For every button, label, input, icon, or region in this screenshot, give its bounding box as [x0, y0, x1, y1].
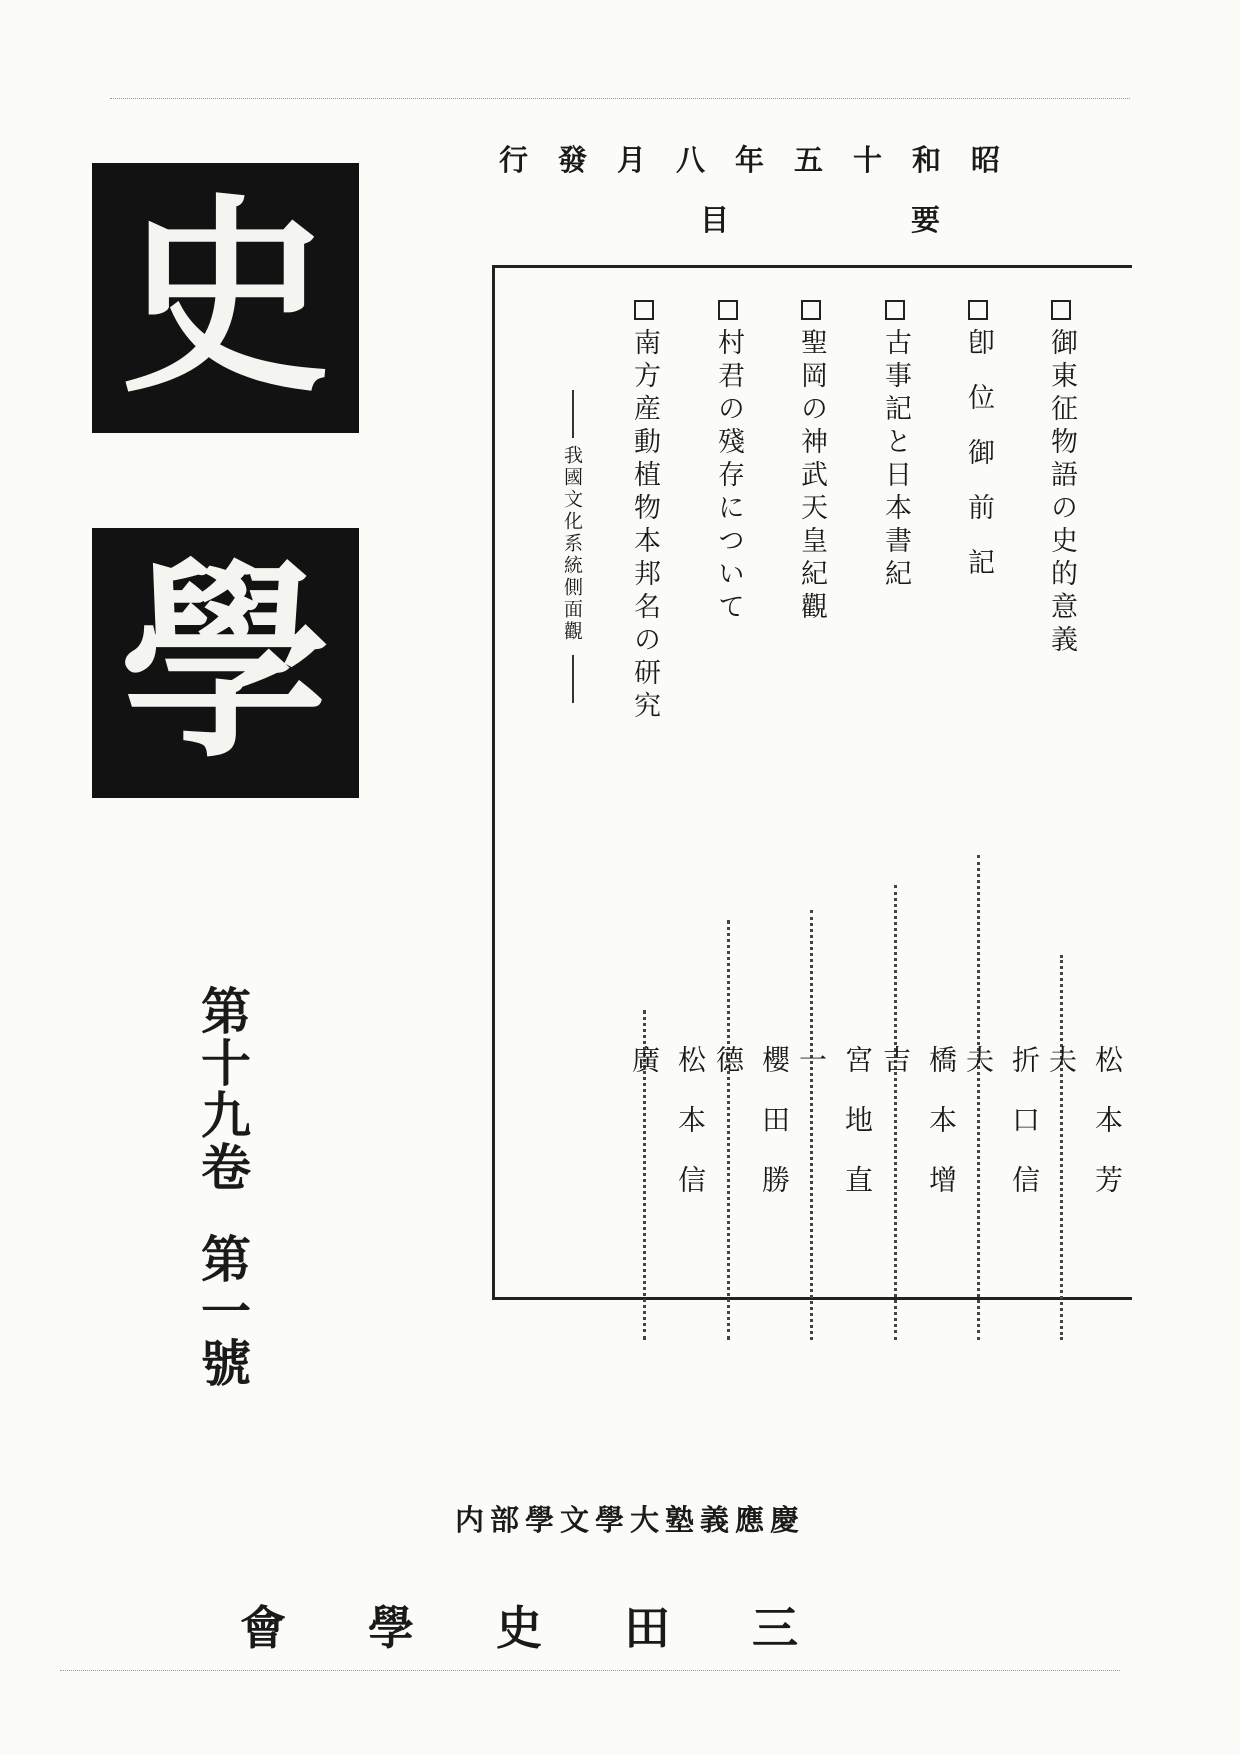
journal-title-char-2: 學: [92, 528, 359, 798]
square-bullet-icon: [885, 300, 905, 320]
toc-entry: [621, 300, 707, 1280]
issue-number: 第一號: [193, 1233, 252, 1389]
toc-entry-author: 櫻田勝德: [712, 1045, 791, 1225]
scan-artifact: [110, 98, 1130, 99]
toc-entry-title: 村君の殘存について: [705, 300, 751, 625]
toc-entry-title: 南方産動植物本邦名の研究: [621, 300, 667, 724]
toc-entry-author: 松本信廣: [628, 1045, 707, 1225]
publisher-affiliation: 慶應義塾大學文學部内: [454, 1503, 805, 1537]
toc-entry-title: 古事記と日本書紀: [872, 300, 918, 592]
square-bullet-icon: [801, 300, 821, 320]
toc-entry-title: 聖岡の神武天皇紀觀: [788, 300, 834, 625]
toc-entry-author: 橋本增吉: [879, 1045, 958, 1225]
toc-heading: [700, 198, 940, 239]
volume-number: 第十九卷: [193, 985, 252, 1193]
toc-entry-title: 御東征物語の史的意義: [1038, 300, 1084, 658]
publisher-name: 三田史學會: [240, 1601, 880, 1655]
journal-title-char-1: 史: [92, 163, 359, 433]
square-bullet-icon: [634, 300, 654, 320]
toc-heading-char-1: 要: [910, 203, 940, 237]
issue-date: 昭和十五年八月發行: [498, 143, 1030, 177]
square-bullet-icon: [1051, 300, 1071, 320]
square-bullet-icon: [718, 300, 738, 320]
scan-artifact: [60, 1670, 1120, 1671]
toc-subtitle: 我國文化系統側面觀: [561, 445, 583, 643]
subtitle-dash-bottom: [572, 655, 574, 703]
toc-entry-author: 松本芳夫: [1045, 1045, 1124, 1225]
toc-entry-author: 折口信夫: [962, 1045, 1041, 1225]
toc-entry-author: 宮地直一: [795, 1045, 874, 1225]
volume-issue: [195, 985, 250, 1389]
square-bullet-icon: [968, 300, 988, 320]
subtitle-dash-top: [572, 390, 574, 438]
toc-heading-char-2: 目: [700, 203, 730, 237]
toc-entry-title: 卽位御前記: [955, 300, 1001, 603]
